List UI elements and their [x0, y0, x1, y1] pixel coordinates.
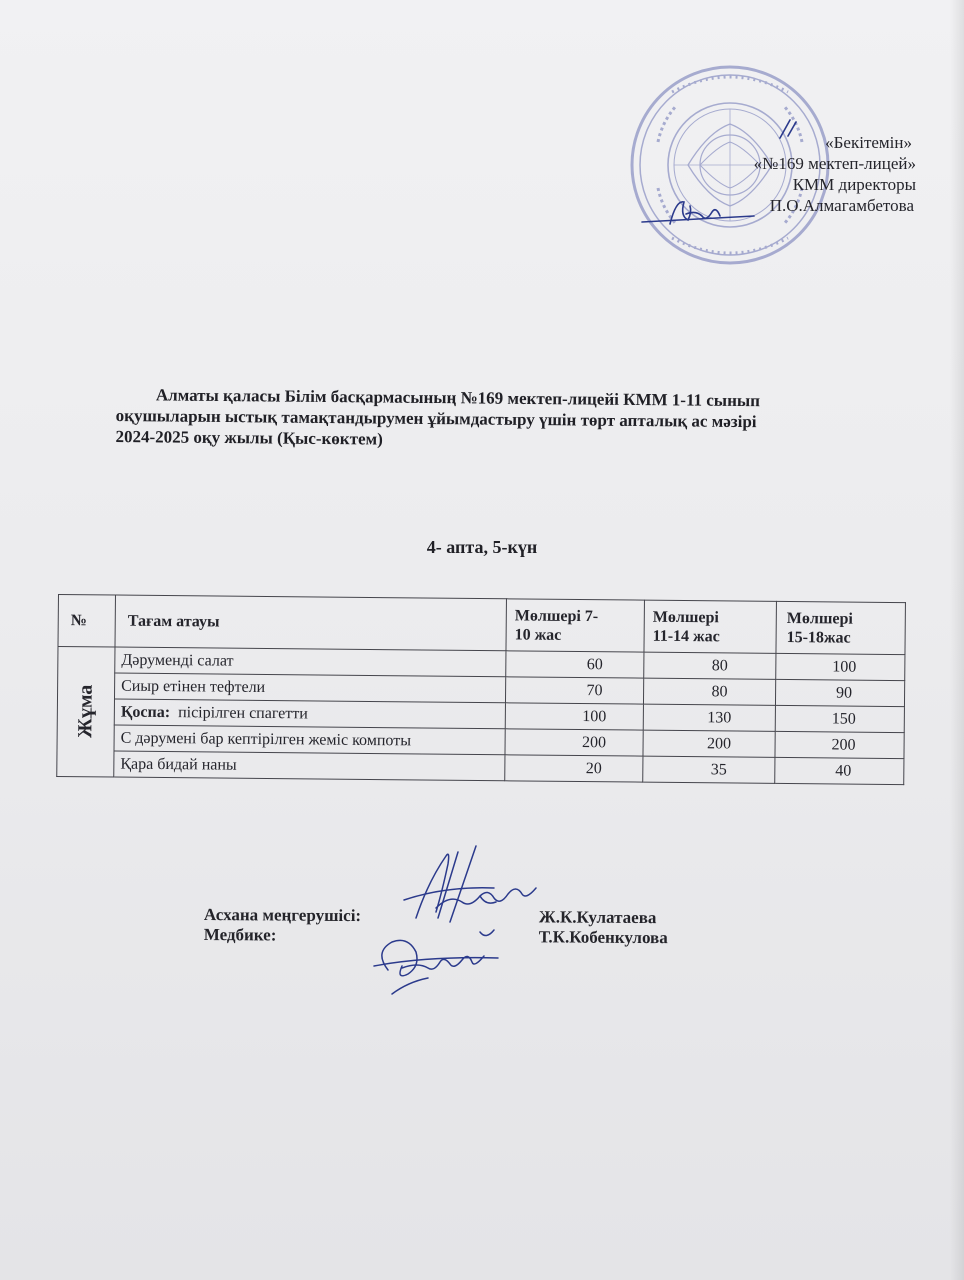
header-portion-15-18 — [776, 601, 905, 654]
approval-line-school: «№169 мектеп-лицей» — [753, 154, 916, 173]
approval-line-position: КММ директоры — [792, 175, 916, 194]
document-title — [115, 384, 916, 455]
dish-name: Сиыр етінен тефтели — [114, 673, 505, 703]
nurse-name: Т.К.Кобенкулова — [538, 927, 668, 948]
portion-11-14: 80 — [644, 652, 776, 679]
approval-line-approve: «Бекітемін» — [825, 133, 912, 152]
portion-7-10: 70 — [505, 677, 643, 704]
header-portion-11-14-line2: 11-14 жас — [652, 627, 720, 645]
header-portion-11-14 — [644, 600, 776, 653]
header-number: № — [58, 595, 115, 648]
portion-7-10: 100 — [505, 703, 643, 730]
approval-block — [754, 132, 916, 216]
nurse-role: Медбике: — [203, 924, 277, 945]
director-signature — [640, 186, 760, 236]
page-shadow-edge — [950, 0, 964, 1280]
portion-11-14: 130 — [643, 704, 775, 731]
week-day-label: 4- апта, 5-күн — [426, 537, 538, 557]
portion-11-14: 80 — [643, 678, 775, 705]
menu-table — [56, 594, 906, 785]
header-portion-7-10-line2: 10 жас — [514, 625, 562, 644]
approval-line-director-name: П.О.Алмагамбетова — [769, 196, 914, 215]
kitchen-head-role: Асхана меңгерушісі: — [203, 905, 362, 926]
day-cell — [57, 647, 115, 778]
dish-name: Дәруменді салат — [115, 647, 506, 677]
header-portion-11-14-line1: Мөлшері — [652, 608, 719, 626]
day-label: Жұма — [74, 684, 98, 738]
nurse-signature — [368, 922, 508, 1000]
portion-15-18: 200 — [775, 731, 904, 758]
header-dish-name: Тағам атауы — [115, 595, 506, 651]
portion-11-14: 200 — [643, 730, 775, 757]
kitchen-head-signature — [376, 842, 546, 932]
portion-7-10: 200 — [505, 729, 643, 756]
dish-name-text: пісірілген спагетти — [170, 703, 308, 722]
title-line-1: Алматы қаласы Білім басқармасының №169 мектеп-лицейі КММ 1-11 сынып — [155, 385, 761, 411]
portion-7-10: 20 — [505, 755, 643, 782]
portion-15-18: 40 — [775, 757, 904, 784]
portion-7-10: 60 — [506, 651, 644, 678]
dish-name-prefix: Қоспа: — [120, 703, 171, 721]
header-portion-7-10-line1: Мөлшері 7- — [514, 606, 599, 625]
header-portion-15-18-line1: Мөлшері — [786, 609, 853, 628]
portion-15-18: 150 — [775, 705, 904, 732]
kitchen-head-name: Ж.К.Кулатаева — [538, 907, 657, 928]
title-line-2: оқушыларын ыстық тамақтандырумен ұйымдастыру үшін төрт апталық ас мәзірі — [115, 405, 757, 432]
portion-11-14: 35 — [643, 756, 775, 783]
table-header-row — [58, 595, 905, 655]
portion-15-18: 90 — [775, 679, 904, 706]
portion-15-18: 100 — [776, 653, 905, 680]
dish-name: Қара бидай наны — [114, 751, 505, 781]
title-line-3: 2024-2025 оқу жылы (Қыс-көктем) — [115, 426, 383, 449]
dish-name — [114, 699, 505, 729]
header-portion-7-10 — [506, 599, 644, 652]
dish-name: С дәрумені бар кептірілген жеміс компоты — [114, 725, 505, 755]
approval-tick-mark — [776, 116, 802, 144]
header-portion-15-18-line2: 15-18жас — [786, 628, 851, 647]
